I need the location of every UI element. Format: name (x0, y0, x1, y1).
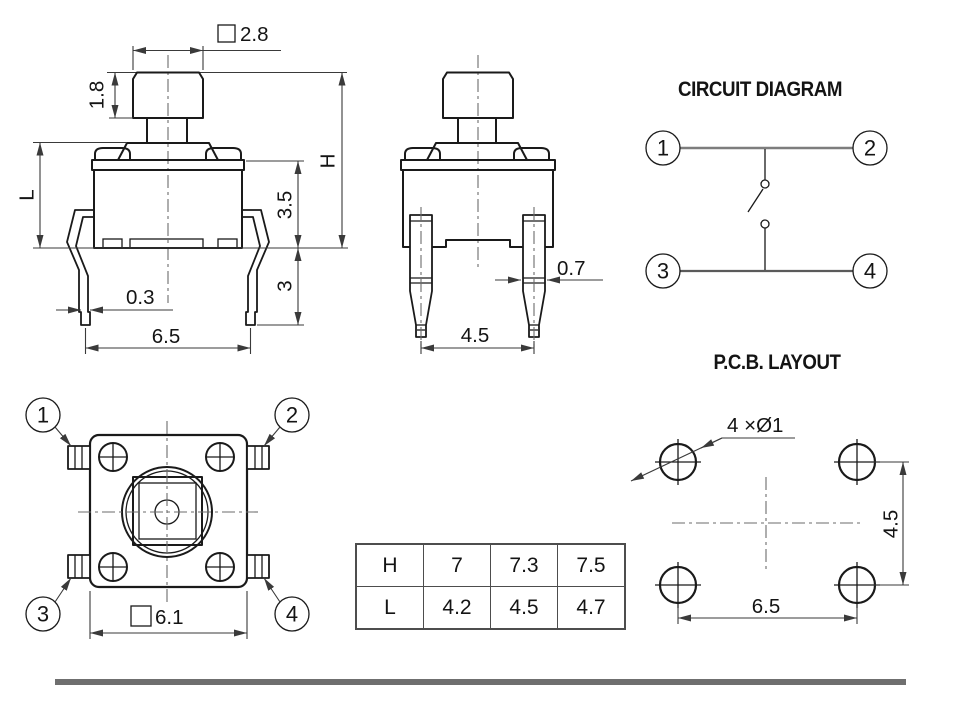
dim-H-label: H (316, 153, 340, 169)
side-left-pin (410, 207, 432, 350)
square-symbol (218, 25, 235, 42)
dim-pin-pitch (421, 324, 534, 354)
pcb-dim-horizontal (678, 595, 857, 624)
table-cell: 7.3 (491, 544, 558, 587)
table-cell: 4.5 (491, 587, 558, 630)
table-cell: 7 (424, 544, 491, 587)
dim-cap-square (133, 23, 281, 70)
top-terminal-3 (26, 578, 71, 631)
dim-lead-span (86, 325, 251, 354)
circuit-terminal-2 (853, 131, 887, 165)
dim-body-square-label: 6.1 (155, 606, 184, 629)
circuit-terminal-3-label: 3 (656, 258, 670, 284)
circuit-switch-symbol (748, 149, 769, 270)
dim-body-square (90, 591, 247, 639)
front-right-dome (206, 148, 241, 160)
table-cell: 7.5 (558, 544, 626, 587)
side-view (401, 55, 603, 354)
dim-H (317, 73, 343, 249)
dim-lead-span-label: 6.5 (151, 325, 181, 348)
side-right-pin (523, 207, 545, 350)
front-left-dome (95, 148, 130, 160)
front-left-lead (67, 210, 93, 325)
side-right-dome (514, 148, 549, 160)
table-cell: H (356, 544, 424, 587)
pcb-dim-vertical (874, 462, 909, 585)
footer-divider-bar (55, 679, 906, 685)
front-view (16, 23, 349, 354)
front-right-lead (243, 210, 269, 325)
dim-body-height-label: 3.5 (273, 190, 297, 220)
circuit-diagram-title: CIRCUIT DIAGRAM (678, 78, 842, 101)
top-terminal-3-label: 3 (36, 601, 50, 627)
square-symbol (131, 606, 151, 626)
table-cell: 4.2 (424, 587, 491, 630)
circuit-terminal-2-label: 2 (863, 135, 877, 161)
top-terminal-1-label: 1 (36, 402, 50, 428)
hl-dimension-table (355, 543, 626, 630)
pcb-dim-horizontal-label: 6.5 (751, 595, 781, 618)
dim-cap-height-label: 1.8 (85, 80, 109, 110)
front-bottom-tabs (103, 239, 237, 248)
circuit-terminal-1-label: 1 (656, 135, 670, 161)
top-view (26, 398, 309, 639)
pcb-hole-callout (631, 414, 795, 481)
circuit-terminal-1 (646, 131, 680, 165)
side-button-stem (458, 118, 496, 143)
dim-cap-square-label: 2.8 (240, 23, 269, 46)
dim-cap-height (86, 73, 134, 119)
pcb-layout-title: P.C.B. LAYOUT (713, 351, 842, 374)
circuit-terminal-4-label: 4 (863, 258, 877, 284)
dim-pin-pitch-label: 4.5 (460, 324, 490, 347)
front-button-stem (147, 118, 187, 143)
side-actuator-flange (427, 143, 527, 160)
side-left-dome (405, 148, 440, 160)
dim-pin-width (495, 257, 603, 280)
dim-lead-tip-width-label: 0.3 (126, 286, 155, 309)
dim-lead-tip-width (56, 286, 173, 310)
table-row-L (356, 587, 625, 630)
circuit-terminal-3 (646, 254, 680, 288)
pcb-hole-label: 4 ×Ø1 (727, 414, 784, 437)
dim-lead-length-label: 3 (273, 280, 297, 292)
circuit-diagram (646, 78, 887, 288)
circuit-terminal-4 (853, 254, 887, 288)
table-cell: 4.7 (558, 587, 626, 630)
table-row-H (356, 544, 625, 587)
top-terminal-4-label: 4 (285, 601, 299, 627)
dim-lead-length (257, 248, 304, 325)
dim-pin-width-label: 0.7 (557, 257, 586, 280)
dim-L-label: L (15, 189, 39, 201)
top-terminal-1 (26, 398, 71, 446)
dim-body-height (246, 161, 304, 248)
pcb-layout (631, 351, 909, 624)
table-cell: L (356, 587, 424, 630)
top-terminal-4 (264, 578, 309, 631)
top-terminal-2-label: 2 (285, 402, 299, 428)
top-terminal-2 (264, 398, 309, 446)
pcb-dim-vertical-label: 4.5 (879, 509, 903, 539)
